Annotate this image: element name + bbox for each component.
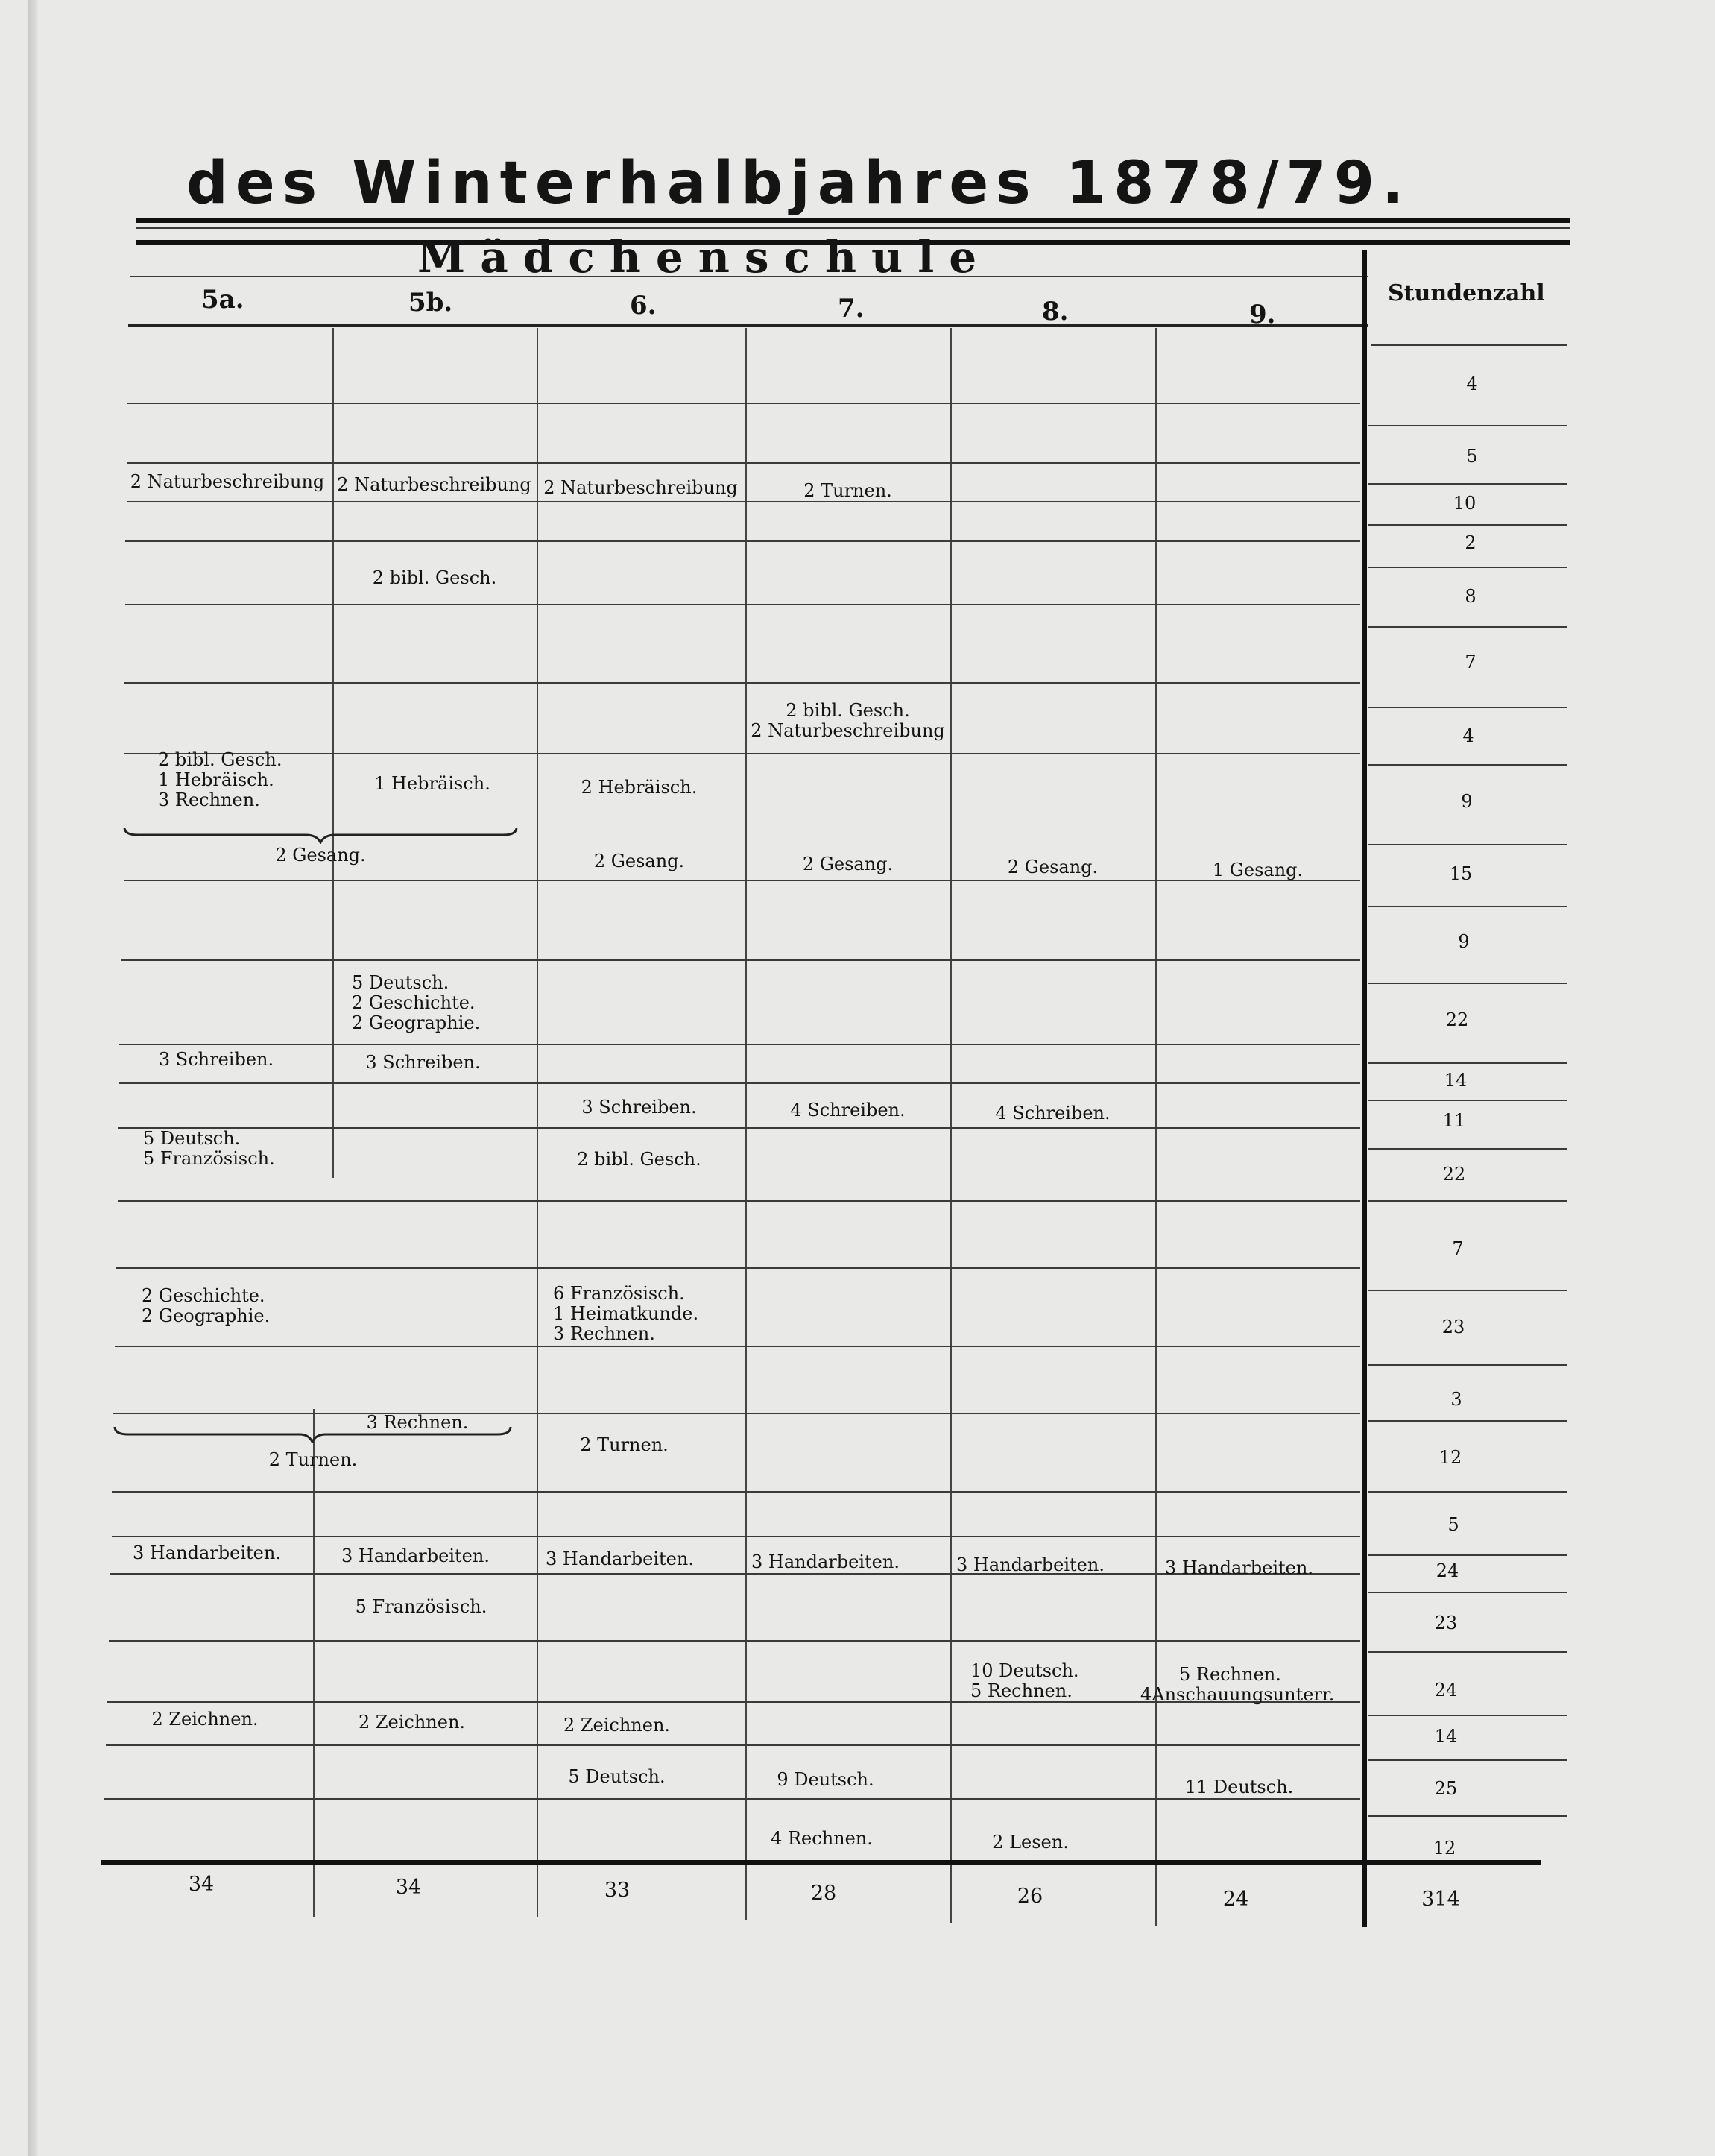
row-line xyxy=(112,1536,1360,1537)
cell-line: 1 Heimatkunde. xyxy=(553,1303,699,1324)
cell-5b-bibl-gesch: 2 bibl. Gesch. xyxy=(372,567,497,588)
hours-value: 15 xyxy=(1449,863,1473,884)
cell-8-schreiben: 4 Schreiben. xyxy=(995,1103,1111,1123)
cell-6-turnen: 2 Turnen. xyxy=(580,1434,669,1455)
cell-5a-schreiben: 3 Schreiben. xyxy=(158,1049,274,1070)
hours-row-line xyxy=(1368,1100,1567,1101)
hours-value: 14 xyxy=(1434,1726,1458,1747)
hours-row-line xyxy=(1368,906,1567,907)
cell-7-turnen: 2 Turnen. xyxy=(803,480,892,501)
cell-5b-hebraeisch: 1 Hebräisch. xyxy=(374,773,490,794)
row-line xyxy=(112,1491,1360,1493)
hours-row-line xyxy=(1368,1651,1567,1653)
hours-row-line xyxy=(1368,1715,1567,1716)
page-binding-edge xyxy=(28,0,39,2156)
row-line xyxy=(106,1744,1360,1746)
hours-row-line xyxy=(1368,1491,1567,1493)
row-line xyxy=(116,1267,1360,1269)
column-head-5b: 5b. xyxy=(408,288,453,318)
hours-value: 7 xyxy=(1452,1238,1464,1259)
cell-5a-block1 xyxy=(158,750,322,810)
cell-5a-5b-turnen: 2 Turnen. xyxy=(268,1449,358,1470)
row-line xyxy=(127,403,1360,404)
header-bottom-rule xyxy=(128,324,1368,327)
cell-7-deutsch: 9 Deutsch. xyxy=(777,1769,874,1790)
cell-line: 1 Hebräisch. xyxy=(158,769,274,790)
cell-5b-naturbeschreibung: 2 Naturbeschreibung xyxy=(337,474,531,495)
column-separator xyxy=(745,328,747,1920)
hours-row-line xyxy=(1368,1420,1567,1422)
hours-row-line xyxy=(1368,524,1567,526)
cell-6-schreiben: 3 Schreiben. xyxy=(581,1097,697,1118)
cell-6-bibl-gesch: 2 bibl. Gesch. xyxy=(577,1149,701,1170)
hours-value: 11 xyxy=(1442,1110,1466,1131)
cell-9-block1 xyxy=(1140,1665,1356,1705)
hours-row-line xyxy=(1368,1554,1567,1556)
school-heading: Mädchenschule xyxy=(417,232,992,283)
cell-line: 5 Französisch. xyxy=(143,1148,275,1169)
total-8: 26 xyxy=(1017,1885,1043,1908)
row-line xyxy=(127,501,1360,502)
total-9: 24 xyxy=(1222,1888,1249,1911)
hours-value: 9 xyxy=(1458,931,1470,952)
cell-line: 2 Naturbeschreibung xyxy=(751,720,945,741)
stundenzahl-separator xyxy=(1362,250,1367,1927)
hours-value: 5 xyxy=(1447,1514,1459,1535)
cell-line: 2 Geographie. xyxy=(142,1305,271,1326)
cell-7-rechnen: 4 Rechnen. xyxy=(771,1828,873,1849)
cell-9-deutsch: 11 Deutsch. xyxy=(1184,1777,1294,1797)
title-rule-thick xyxy=(136,218,1570,223)
title-rule-thin xyxy=(136,227,1570,229)
row-line xyxy=(125,540,1360,542)
hours-value: 12 xyxy=(1438,1447,1462,1468)
hours-row-line xyxy=(1368,1815,1567,1817)
hours-row-line xyxy=(1368,707,1567,708)
cell-9-handarbeiten: 3 Handarbeiten. xyxy=(1165,1557,1313,1578)
row-line xyxy=(119,1044,1360,1045)
cell-8-handarbeiten: 3 Handarbeiten. xyxy=(956,1554,1105,1575)
column-separator xyxy=(950,328,952,1923)
row-line xyxy=(127,462,1360,464)
row-line xyxy=(118,1200,1360,1202)
cell-5a-5b-gesang: 2 Gesang. xyxy=(275,845,366,866)
total-7: 28 xyxy=(810,1882,837,1905)
cell-7-handarbeiten: 3 Handarbeiten. xyxy=(751,1551,900,1572)
column-separator xyxy=(537,328,538,1917)
cell-5b-schreiben: 3 Schreiben. xyxy=(365,1052,481,1073)
column-head-5a: 5a. xyxy=(201,285,244,315)
total-6: 33 xyxy=(604,1879,631,1902)
row-line xyxy=(124,682,1360,684)
cell-line: 6 Französisch. xyxy=(553,1283,685,1304)
hours-row-line xyxy=(1368,1364,1567,1366)
hours-row-line xyxy=(1368,626,1567,628)
hours-row-line xyxy=(1368,483,1567,485)
hours-value: 7 xyxy=(1465,652,1476,672)
hours-row-line xyxy=(1368,425,1567,426)
hours-row-line xyxy=(1368,1592,1567,1593)
hours-row-line xyxy=(1368,1062,1567,1064)
column-head-8: 8. xyxy=(1042,297,1069,327)
cell-6-gesang: 2 Gesang. xyxy=(593,851,685,871)
hours-row-line xyxy=(1368,764,1567,766)
column-head-7: 7. xyxy=(838,294,865,324)
cell-6-hebraeisch: 2 Hebräisch. xyxy=(581,777,698,798)
cell-5a-zeichnen: 2 Zeichnen. xyxy=(151,1709,259,1730)
column-separator xyxy=(313,1409,315,1917)
total-stundenzahl: 314 xyxy=(1421,1888,1460,1911)
total-5b: 34 xyxy=(395,1876,422,1899)
hours-value: 22 xyxy=(1442,1164,1466,1185)
hours-value: 23 xyxy=(1434,1613,1458,1633)
cell-5a-block2 xyxy=(143,1129,315,1169)
hours-value: 24 xyxy=(1434,1680,1458,1700)
hours-row-line xyxy=(1368,1200,1567,1202)
hours-value: 8 xyxy=(1465,586,1476,607)
hours-value: 4 xyxy=(1462,725,1474,746)
cell-5b-franzoesisch: 5 Französisch. xyxy=(355,1596,487,1617)
row-line xyxy=(109,1640,1360,1642)
hours-row-line xyxy=(1368,567,1567,568)
cell-6-block1 xyxy=(553,1284,739,1344)
cell-5b-handarbeiten: 3 Handarbeiten. xyxy=(341,1545,490,1566)
cell-5b-zeichnen: 2 Zeichnen. xyxy=(358,1712,466,1733)
cell-5b-block1 xyxy=(352,973,531,1033)
cell-5a-handarbeiten: 3 Handarbeiten. xyxy=(133,1542,281,1563)
column-head-9: 9. xyxy=(1249,300,1276,330)
cell-line: 2 Geschichte. xyxy=(142,1285,265,1306)
hours-value: 4 xyxy=(1466,373,1478,394)
totals-rule xyxy=(101,1860,1541,1865)
cell-9-gesang: 1 Gesang. xyxy=(1212,860,1304,880)
row-line xyxy=(113,1413,1360,1414)
hours-value: 2 xyxy=(1465,532,1476,553)
cell-6-zeichnen: 2 Zeichnen. xyxy=(563,1715,671,1736)
column-head-stundenzahl: Stundenzahl xyxy=(1388,280,1545,306)
hours-value: 5 xyxy=(1466,446,1478,467)
cell-8-gesang: 2 Gesang. xyxy=(1007,857,1099,877)
page-title: des Winterhalbjahres 1878/79. xyxy=(186,150,1412,217)
row-line xyxy=(121,959,1360,961)
cell-5a-block3 xyxy=(142,1286,313,1326)
total-5a: 34 xyxy=(188,1873,215,1896)
cell-line: 2 Geschichte. xyxy=(352,992,476,1013)
hours-header-rule xyxy=(1371,344,1567,346)
hours-value: 3 xyxy=(1450,1389,1462,1410)
cell-8-block1 xyxy=(970,1661,1142,1701)
cell-line: 3 Rechnen. xyxy=(158,789,260,810)
cell-6-handarbeiten: 3 Handarbeiten. xyxy=(546,1548,694,1569)
cell-line: 2 bibl. Gesch. xyxy=(786,700,910,721)
hours-value: 23 xyxy=(1441,1317,1465,1337)
cell-6-naturbeschreibung: 2 Naturbeschreibung xyxy=(543,477,738,498)
row-line xyxy=(104,1798,1360,1800)
hours-value: 24 xyxy=(1436,1560,1459,1581)
hours-value: 10 xyxy=(1453,493,1476,514)
cell-7-bibl-naturbeschreibung xyxy=(745,701,950,741)
row-line xyxy=(115,1346,1360,1347)
cell-line: 5 Rechnen. xyxy=(1179,1664,1281,1685)
hours-row-line xyxy=(1368,1290,1567,1291)
hours-row-line xyxy=(1368,844,1567,845)
cell-line: 10 Deutsch. xyxy=(970,1660,1079,1681)
column-head-6: 6. xyxy=(630,291,657,321)
cell-7-schreiben: 4 Schreiben. xyxy=(790,1100,906,1120)
cell-line: 2 bibl. Gesch. xyxy=(158,749,282,770)
hours-value: 14 xyxy=(1444,1070,1468,1091)
header-mid-rule xyxy=(130,276,1368,277)
cell-line: 5 Deutsch. xyxy=(143,1128,241,1149)
hours-row-line xyxy=(1368,983,1567,984)
hours-row-line xyxy=(1368,1759,1567,1761)
row-line xyxy=(119,1082,1360,1084)
cell-6-deutsch: 5 Deutsch. xyxy=(568,1766,666,1787)
hours-value: 22 xyxy=(1445,1009,1469,1030)
cell-8-lesen: 2 Lesen. xyxy=(992,1832,1069,1853)
row-line xyxy=(125,604,1360,605)
hours-row-line xyxy=(1368,1148,1567,1150)
hours-value: 25 xyxy=(1434,1778,1458,1799)
cell-line: 4Anschauungsunterr. xyxy=(1140,1684,1335,1705)
cell-5b-rechnen: 3 Rechnen. xyxy=(366,1412,469,1433)
cell-7-gesang: 2 Gesang. xyxy=(802,854,894,874)
hours-value: 12 xyxy=(1433,1838,1456,1859)
cell-line: 5 Deutsch. xyxy=(352,972,449,993)
cell-5a-naturbeschreibung: 2 Naturbeschreibung xyxy=(130,471,325,492)
brace-gesang-5a-5b xyxy=(123,826,518,844)
hours-value: 9 xyxy=(1461,791,1473,812)
cell-line: 5 Rechnen. xyxy=(970,1680,1073,1701)
cell-line: 3 Rechnen. xyxy=(553,1323,655,1344)
cell-line: 2 Geographie. xyxy=(352,1012,481,1033)
